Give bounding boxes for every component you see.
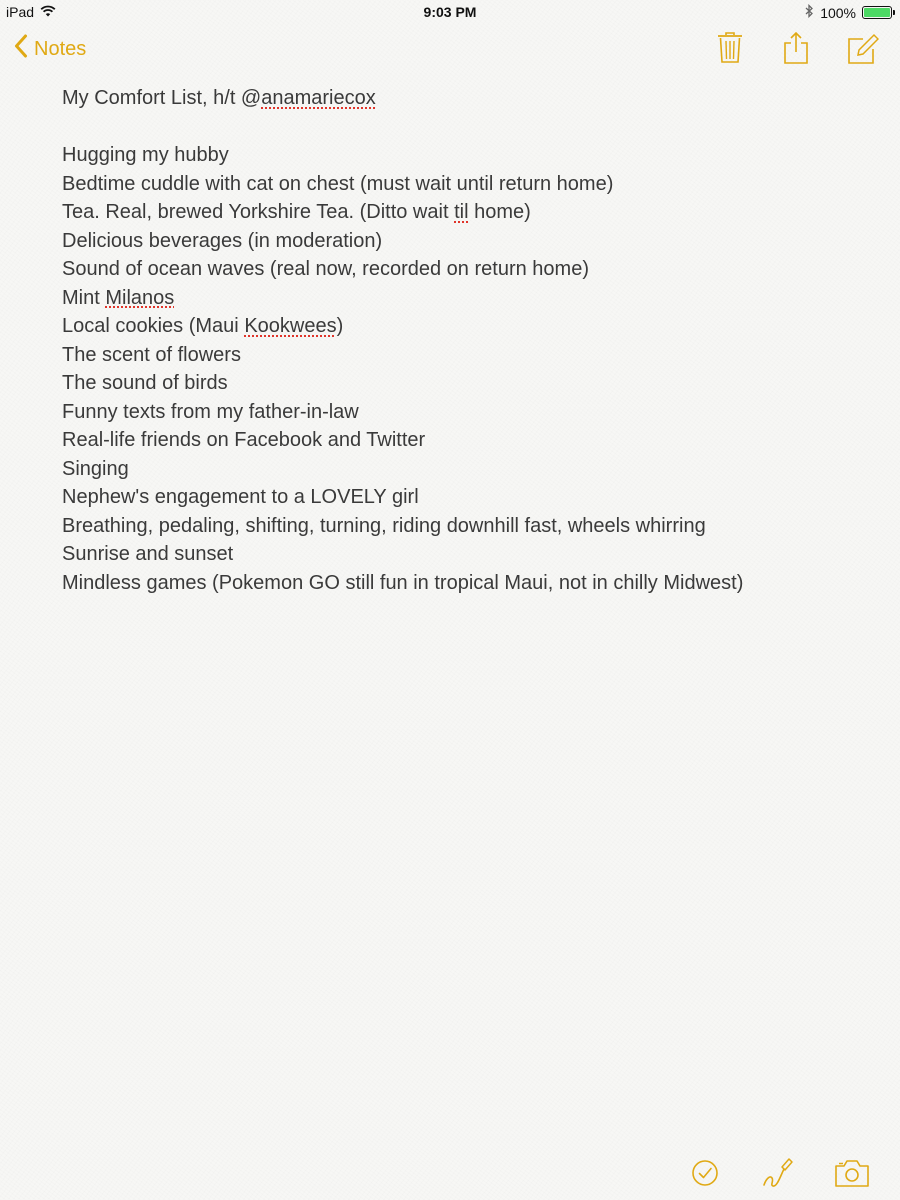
list-item: Hugging my hubby (62, 144, 229, 166)
sketch-icon (758, 1155, 798, 1191)
status-time-wrap (0, 4, 900, 20)
list-item-text: Local cookies (Maui (62, 315, 245, 337)
camera-button[interactable] (832, 1155, 872, 1191)
list-item (62, 312, 882, 341)
list-item: Bedtime cuddle with cat on chest (must wait until return home) (62, 172, 614, 195)
list-item-text: ) (336, 315, 344, 337)
battery-icon (862, 6, 892, 19)
compose-button[interactable] (845, 30, 879, 66)
back-to-notes-button[interactable] (14, 34, 86, 64)
list-item (62, 198, 882, 227)
list-item: The scent of flowers (62, 343, 241, 366)
trash-icon (715, 30, 749, 66)
list-item-text: home) (468, 201, 531, 223)
list-item-text: Mint (62, 286, 106, 309)
bluetooth-icon (805, 4, 814, 21)
nav-bar (0, 26, 900, 72)
chevron-left-icon (14, 34, 28, 64)
list-item: The sound of birds (62, 372, 228, 394)
misspelled-word: Milanos (105, 286, 175, 309)
list-item: Sound of ocean waves (real now, recorded on return home) (62, 258, 589, 280)
list-item: Real-life friends on Facebook and Twitter (62, 429, 426, 451)
camera-icon (832, 1155, 872, 1191)
battery-fill (864, 8, 890, 17)
note-title-handle: anamariecox (261, 87, 376, 109)
battery-percent: 100% (820, 4, 856, 21)
list-item: Funny texts from my father-in-law (62, 400, 359, 423)
list-item: Singing (62, 457, 129, 480)
list-item: Sunrise and sunset (62, 543, 234, 565)
note-body[interactable] (62, 84, 882, 597)
list-item (62, 284, 882, 313)
misspelled-word: Kookwees (244, 315, 337, 337)
status-right (805, 4, 892, 21)
share-icon (781, 30, 815, 66)
list-item: Mindless games (Pokemon GO still fun in tropical Maui, not in chilly Midwest) (62, 571, 744, 594)
list-item: Delicious beverages (in moderation) (62, 229, 383, 252)
status-time: 9:03 PM (423, 4, 477, 20)
battery-tip (893, 10, 895, 15)
note-title-prefix: My Comfort List, h/t @ (62, 87, 262, 109)
checklist-button[interactable] (688, 1155, 728, 1191)
back-label: Notes (34, 37, 87, 60)
misspelled-word: til (454, 201, 469, 223)
list-item: Nephew's engagement to a LOVELY girl (62, 486, 419, 508)
status-bar (0, 0, 900, 24)
compose-icon (845, 30, 879, 66)
note-blank-line (62, 113, 882, 142)
list-item-text: Tea. Real, brewed Yorkshire Tea. (Ditto wait (62, 201, 455, 223)
list-item: Breathing, pedaling, shifting, turning, riding downhill fast, wheels whirring (62, 514, 706, 537)
trash-button[interactable] (715, 30, 749, 66)
sketch-button[interactable] (758, 1155, 798, 1191)
device-name: iPad (6, 4, 35, 20)
checklist-icon (688, 1155, 728, 1191)
share-button[interactable] (781, 30, 815, 66)
note-title (62, 84, 882, 113)
